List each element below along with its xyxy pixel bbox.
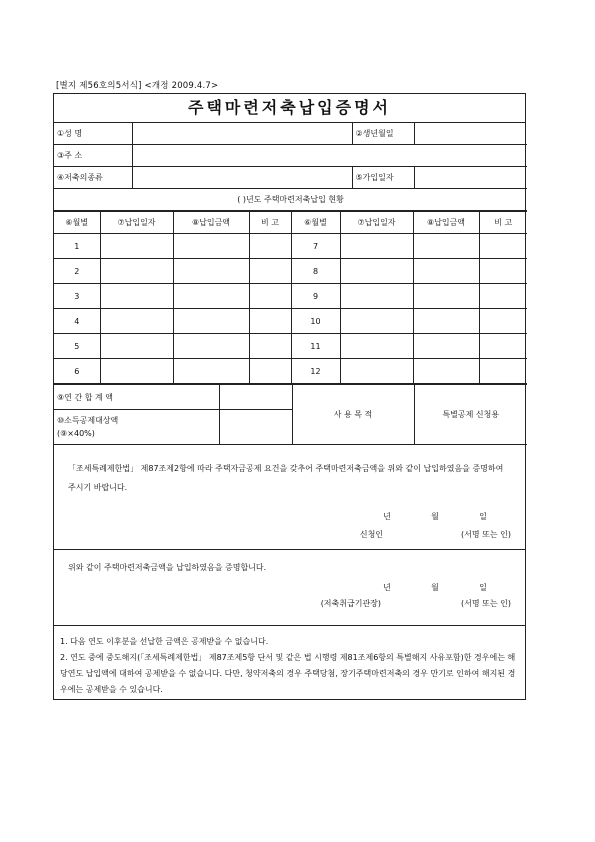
- form-title: 주택마련저축납입증명서: [54, 94, 525, 123]
- institution-sign-label[interactable]: (서명 또는 인): [461, 599, 511, 608]
- applicant-label: 신청인: [359, 530, 384, 539]
- deduction-formula: (⑨×40%): [57, 429, 95, 438]
- name-label: ①성 명: [54, 123, 132, 145]
- month-number: 9: [291, 284, 340, 309]
- month-number: 11: [291, 334, 340, 359]
- deduction-target-value-cell[interactable]: [219, 410, 292, 445]
- month-label: 월: [431, 512, 439, 521]
- deduction-target-title: ⑩소득공제대상액: [57, 416, 119, 425]
- request-section: [54, 445, 525, 550]
- pay-date-cell[interactable]: [340, 334, 413, 359]
- note-cell[interactable]: [479, 309, 527, 334]
- summary-table: [54, 384, 527, 445]
- institution-label: (저축취급기관장): [320, 599, 382, 608]
- month-number: 5: [54, 334, 100, 359]
- certify-section: [54, 550, 525, 626]
- annual-total-value-cell[interactable]: [219, 385, 292, 410]
- month-number: 2: [54, 259, 100, 284]
- pay-date-cell[interactable]: [340, 234, 413, 259]
- month-row: [54, 334, 527, 359]
- pay-amount-cell[interactable]: [173, 284, 249, 309]
- applicant-sign-row: [68, 525, 511, 545]
- pay-date-cell[interactable]: [100, 284, 173, 309]
- pay-amount-cell[interactable]: [173, 234, 249, 259]
- month-row: [54, 234, 527, 259]
- pay-amount-cell[interactable]: [413, 359, 479, 384]
- pay-amount-cell[interactable]: [413, 284, 479, 309]
- month-number: 3: [54, 284, 100, 309]
- month-number: 6: [54, 359, 100, 384]
- certify-text: 위와 같이 주택마련저축금액을 납입하였음을 증명합니다.: [68, 563, 267, 572]
- pay-date-cell[interactable]: [100, 359, 173, 384]
- pay-date-cell[interactable]: [100, 309, 173, 334]
- form-number-note: [별지 제56호의5서식] <개정 2009.4.7>: [56, 81, 219, 91]
- year-label: 년: [383, 512, 391, 521]
- month-row: [54, 359, 527, 384]
- month-number: 7: [291, 234, 340, 259]
- pay-amount-cell[interactable]: [173, 309, 249, 334]
- note-cell[interactable]: [249, 284, 291, 309]
- annual-total-label: ⑨연 간 합 계 액: [54, 385, 219, 410]
- join-date-value-cell[interactable]: [414, 167, 527, 189]
- pay-amount-header-right: ⑧납입금액: [413, 212, 479, 234]
- deduction-target-label: [54, 410, 219, 445]
- month-header-right: ⑥월별: [291, 212, 340, 234]
- usage-purpose-label: 사 용 목 적: [292, 385, 414, 445]
- pay-amount-cell[interactable]: [413, 234, 479, 259]
- birth-label: ②생년월일: [352, 123, 414, 145]
- join-date-label: ⑤가입일자: [352, 167, 414, 189]
- note-cell[interactable]: [249, 309, 291, 334]
- note-cell[interactable]: [249, 259, 291, 284]
- month-row: [54, 284, 527, 309]
- note-cell[interactable]: [479, 284, 527, 309]
- day-label: 일: [479, 583, 487, 592]
- savings-type-label: ④저축의종류: [54, 167, 132, 189]
- name-value-cell[interactable]: [132, 123, 352, 145]
- month-number: 4: [54, 309, 100, 334]
- request-text: 「조세특례제한법」 제87조제2항에 따라 주택자금공제 요건을 갖추어 주택마련저축금액을 위와 같이 납입하였음을 증명하여 주시기 바랍니다.: [68, 464, 504, 492]
- month-row: [54, 259, 527, 284]
- note-cell[interactable]: [249, 234, 291, 259]
- month-number: 10: [291, 309, 340, 334]
- status-title: ( )년도 주택마련저축납입 현황: [54, 189, 527, 211]
- pay-date-header-left: ⑦납입일자: [100, 212, 173, 234]
- savings-type-value-cell[interactable]: [132, 167, 352, 189]
- note-cell[interactable]: [249, 334, 291, 359]
- applicant-sign-label[interactable]: (서명 또는 인): [461, 530, 511, 539]
- day-label: 일: [479, 512, 487, 521]
- note-cell[interactable]: [479, 359, 527, 384]
- pay-date-header-right: ⑦납입일자: [340, 212, 413, 234]
- pay-date-cell[interactable]: [340, 359, 413, 384]
- pay-date-cell[interactable]: [340, 309, 413, 334]
- pay-amount-cell[interactable]: [173, 359, 249, 384]
- note-cell[interactable]: [249, 359, 291, 384]
- pay-amount-cell[interactable]: [413, 334, 479, 359]
- pay-amount-cell[interactable]: [173, 259, 249, 284]
- month-label: 월: [431, 583, 439, 592]
- certificate-form: [53, 93, 526, 700]
- pay-amount-cell[interactable]: [173, 334, 249, 359]
- pay-date-cell[interactable]: [340, 259, 413, 284]
- pay-date-cell[interactable]: [100, 334, 173, 359]
- address-label: ③주 소: [54, 145, 132, 167]
- pay-amount-header-left: ⑧납입금액: [173, 212, 249, 234]
- usage-purpose-value: 특별공제 신청용: [414, 385, 527, 445]
- month-number: 1: [54, 234, 100, 259]
- pay-amount-cell[interactable]: [413, 259, 479, 284]
- note-header-left: 비 고: [249, 212, 291, 234]
- applicant-info-table: [54, 123, 527, 211]
- note-header-right: 비 고: [479, 212, 527, 234]
- pay-date-cell[interactable]: [340, 284, 413, 309]
- note-cell[interactable]: [479, 234, 527, 259]
- note-item: 2. 연도 중에 중도해지(「조세특례제한법」 제87조제5항 단서 및 같은 법 시행령 제81조제6항의 특별해지 사유포함)한 경우에는 해당연도 납입액에 대하여 공제받을 수 없습니다. 다만, 청약저축의 경우 주택당첨, 장기주택마련저축의 경우 만기로 인하여 해지된 경우에는 공제받을 수 있습니다.: [60, 653, 516, 694]
- month-number: 12: [291, 359, 340, 384]
- year-label: 년: [383, 583, 391, 592]
- month-header-left: ⑥월별: [54, 212, 100, 234]
- monthly-payment-table: [54, 211, 527, 384]
- note-cell[interactable]: [479, 334, 527, 359]
- pay-date-cell[interactable]: [100, 234, 173, 259]
- pay-date-cell[interactable]: [100, 259, 173, 284]
- request-date-row: [68, 507, 511, 527]
- birth-value-cell[interactable]: [414, 123, 527, 145]
- note-item: 1. 다음 연도 이후분을 선납한 금액은 공제받을 수 없습니다.: [60, 637, 269, 646]
- pay-amount-cell[interactable]: [413, 309, 479, 334]
- note-cell[interactable]: [479, 259, 527, 284]
- notes-section: [54, 626, 525, 698]
- month-row: [54, 309, 527, 334]
- address-value-cell[interactable]: [132, 145, 527, 167]
- month-number: 8: [291, 259, 340, 284]
